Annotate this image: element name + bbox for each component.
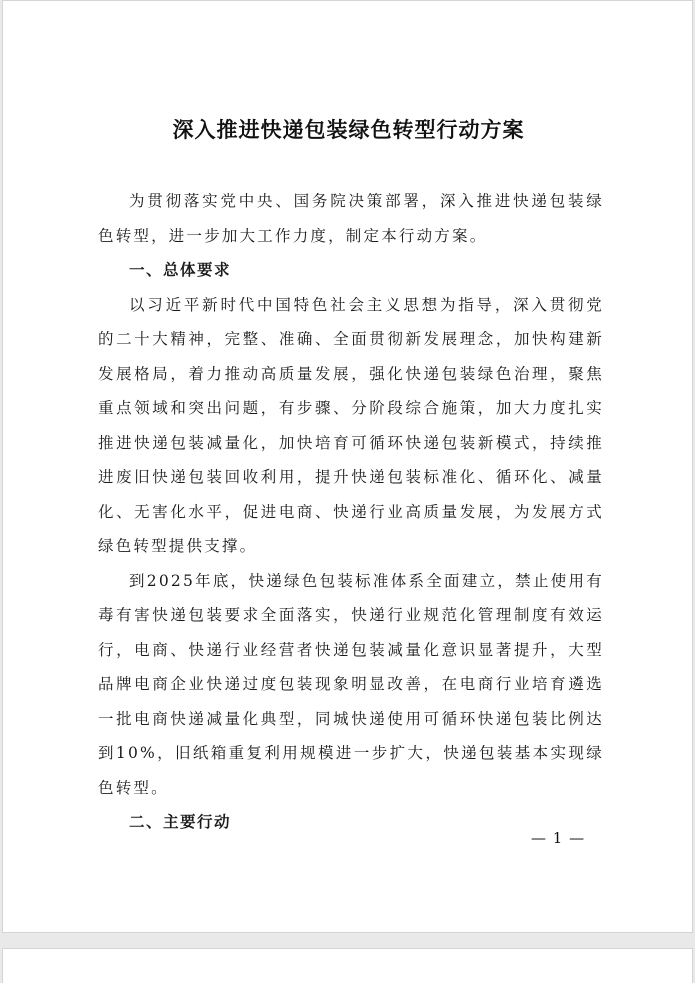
page-number: — 1 — [531, 829, 586, 847]
document-title: 深入推进快递包装绿色转型行动方案 [172, 117, 525, 142]
targets-paragraph: 到2025年底，快递绿色包装标准体系全面建立，禁止使用有毒有害快递包装要求全面落实，快递行业规范化管理制度有效运行，电商、快递行业经营者快递包装减量化意识显著提升，大型品牌电商企业快递过度包装现象明显改善，在电商行业培育遴选一批电商快递减量化典型，同城快递使用可循环快递包装比例达到10%，旧纸箱重复利用规模进一步扩大，快递包装基本实现绿色转型。 [98, 571, 604, 797]
document-body [98, 184, 604, 840]
guiding-principle-paragraph: 以习近平新时代中国特色社会主义思想为指导，深入贯彻党的二十大精神，完整、准确、全面贯彻新发展理念，加快构建新发展格局，着力推动高质量发展，强化快递包装绿色治理，聚焦重点领域和突出问题，有步骤、分阶段综合施策，加大力度扎实推进快递包装减量化，加快培育可循环快递包装新模式，持续推进废旧快递包装回收利用，提升快递包装标准化、循环化、减量化、无害化水平，促进电商、快递行业高质量发展，为发展方式绿色转型提供支撑。 [98, 295, 604, 555]
section-heading-main-actions: 二、主要行动 [129, 813, 232, 831]
next-page-edge [2, 948, 693, 983]
section-heading-general-requirements: 一、总体要求 [129, 261, 232, 279]
intro-paragraph: 为贯彻落实党中央、国务院决策部署，深入推进快递包装绿色转型，进一步加大工作力度，制定本行动方案。 [98, 192, 604, 245]
document-page [2, 0, 693, 933]
